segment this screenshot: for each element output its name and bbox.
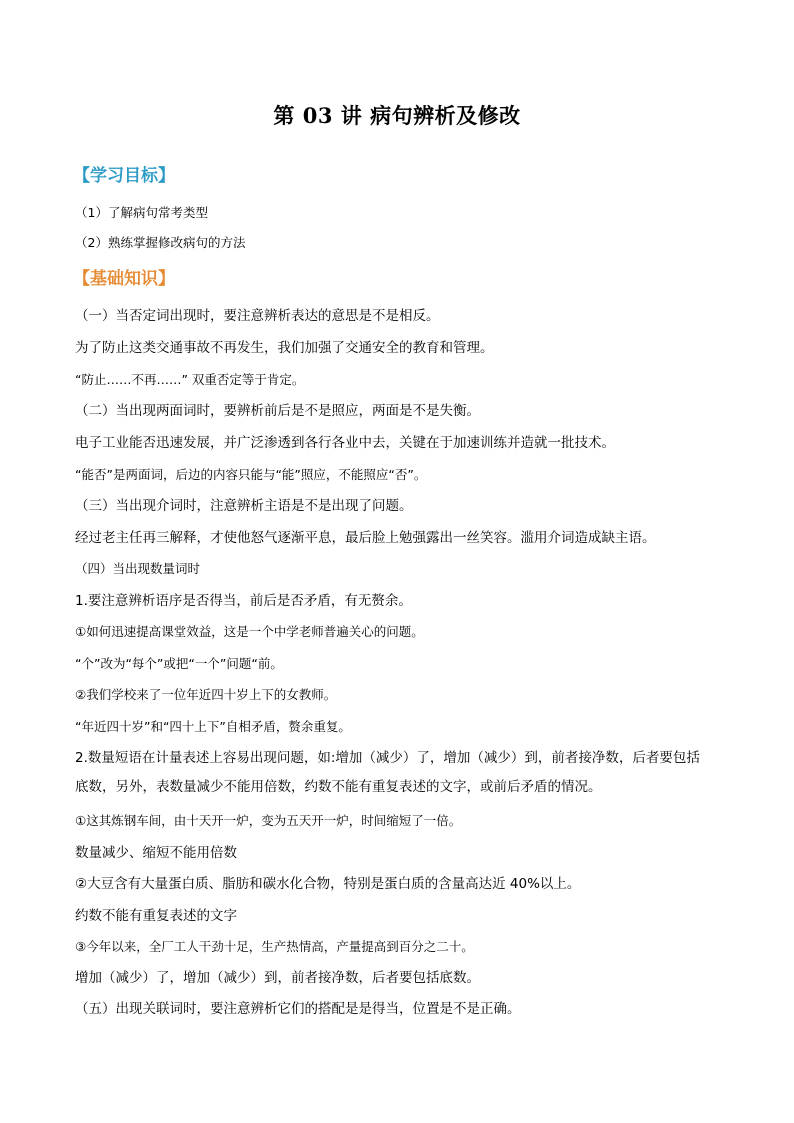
- page-title: 第 03 讲 病句辨析及修改: [273, 103, 521, 128]
- knowledge-line: 数量减少、缩短不能用倍数: [75, 845, 237, 861]
- goal-item: （2）熟练掌握修改病句的方法: [75, 235, 246, 250]
- knowledge-line: “个”改为“每个”或把“一个”问题“前。: [75, 656, 283, 671]
- knowledge-line: 2.数量短语在计量表述上容易出现问题，如:增加（减少）了，增加（减少）到，前者接净数，后者要包括: [75, 750, 700, 766]
- knowledge-line: （四）当出现数量词时: [75, 561, 201, 576]
- knowledge-line: 约数不能有重复表述的文字: [75, 908, 237, 924]
- knowledge-line: ①这其炼钢车间，由十天开一炉，变为五天开一炉，时间缩短了一倍。: [75, 813, 462, 828]
- knowledge-line: 电子工业能否迅速发展，并广泛渗透到各行各业中去，关键在于加速训练并造就一批技术。: [75, 435, 615, 451]
- knowledge-line: 1.要注意辨析语序是否得当，前后是否矛盾，有无赘余。: [75, 593, 412, 609]
- knowledge-line: ②我们学校来了一位年近四十岁上下的女教师。: [75, 687, 337, 702]
- knowledge-line: “能否”是两面词，后边的内容只能与“能”照应，不能照应“否”。: [75, 467, 427, 482]
- knowledge-line: 为了防止这类交通事故不再发生，我们加强了交通安全的教育和管理。: [75, 340, 494, 356]
- knowledge-line: ②大豆含有大量蛋白质、脂肪和碳水化合物，特别是蛋白质的含量高达近 40%以上。: [75, 876, 581, 892]
- basic-knowledge-heading: 【基础知识】: [73, 269, 175, 289]
- knowledge-line: “年近四十岁”和“四十上下”自相矛盾，赘余重复。: [75, 719, 351, 734]
- knowledge-line: 底数，另外，表数量减少不能用倍数，约数不能有重复表述的文字，或前后矛盾的情况。: [75, 779, 602, 795]
- knowledge-line: （二）当出现两面词时，要辨析前后是不是照应，两面是不是失衡。: [75, 403, 480, 419]
- knowledge-line: ①如何迅速提高课堂效益，这是一个中学老师普遍关心的问题。: [75, 624, 424, 639]
- knowledge-line: （一）当否定词出现时，要注意辨析表达的意思是不是相反。: [75, 308, 440, 324]
- goal-item: （1）了解病句常考类型: [75, 205, 208, 220]
- knowledge-line: （五）出现关联词时，要注意辨析它们的搭配是是得当，位置是不是正确。: [75, 1001, 521, 1017]
- knowledge-line: “防止……不再……” 双重否定等于肯定。: [75, 372, 305, 387]
- knowledge-line: （三）当出现介词时，注意辨析主语是不是出现了问题。: [75, 498, 413, 514]
- learning-goals-heading: 【学习目标】: [73, 166, 175, 186]
- knowledge-line: 增加（减少）了，增加（减少）到，前者接净数，后者要包括底数。: [75, 970, 480, 986]
- knowledge-line: ③今年以来，全厂工人干劲十足，生产热情高，产量提高到百分之二十。: [75, 939, 474, 954]
- knowledge-line: 经过老主任再三解释，才使他怒气逐渐平息，最后脸上勉强露出一丝笑容。滥用介词造成缺主语。: [75, 530, 656, 546]
